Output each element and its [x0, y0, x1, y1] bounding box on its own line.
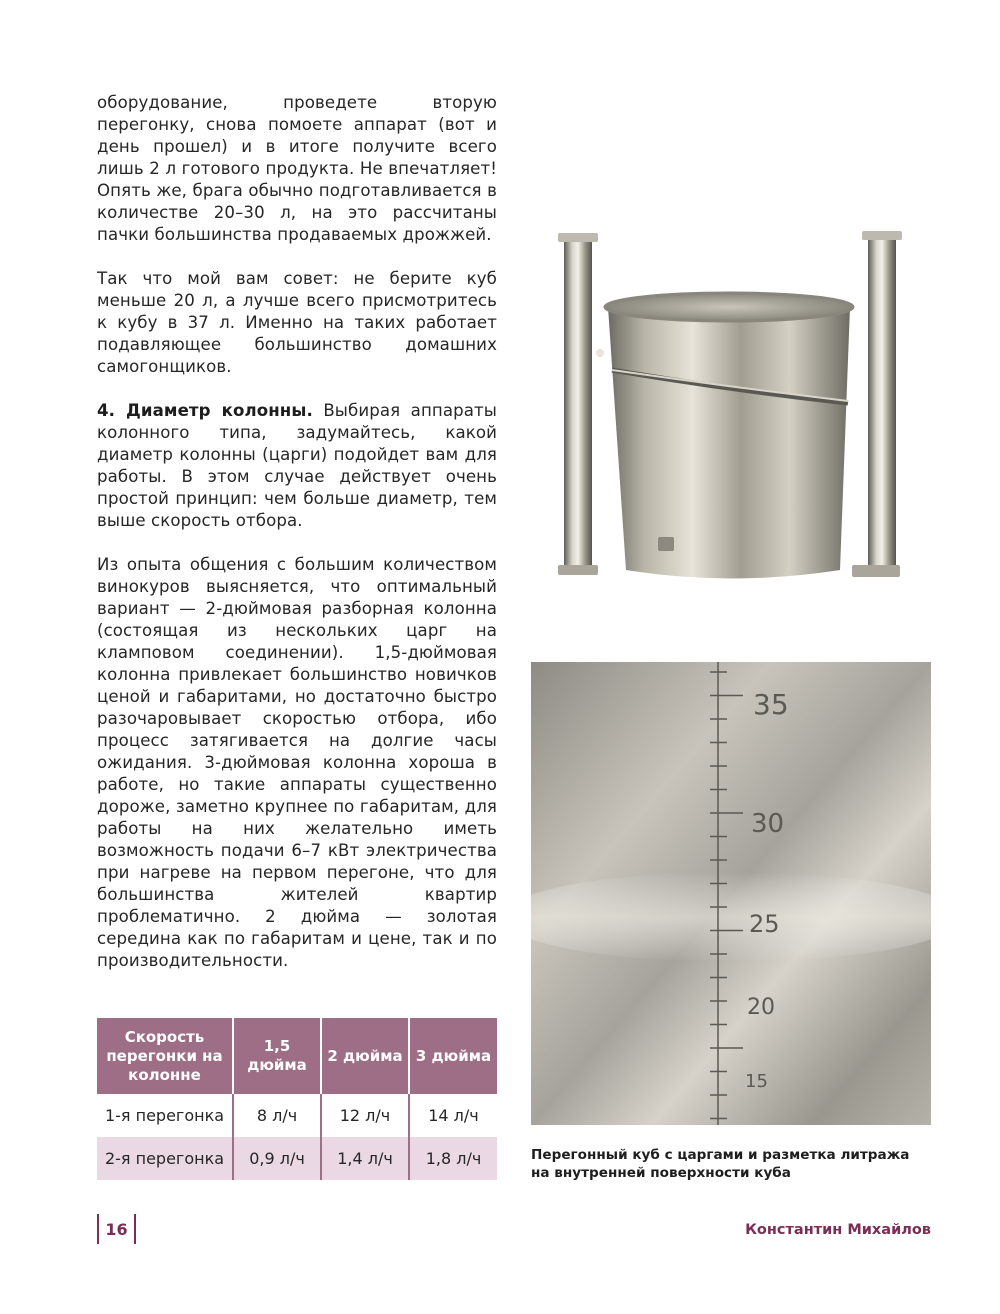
photo-caption: Перегонный куб с царгами и разметка литража на внутренней поверхности куба — [531, 1147, 910, 1181]
left-column-clamp-top — [558, 233, 598, 242]
scale-label-25: 25 — [749, 910, 780, 938]
table-cell: 1,8 л/ч — [409, 1137, 497, 1180]
table-cell: 1-я перегонка — [97, 1094, 233, 1137]
right-column-pipe — [868, 235, 896, 572]
scale-label-35: 35 — [753, 688, 789, 721]
page-number-text: 16 — [105, 1219, 128, 1239]
pot-rim — [605, 293, 853, 321]
scale-marking-photo — [531, 662, 931, 1125]
table-cell: 1,4 л/ч — [321, 1137, 409, 1180]
table-row — [97, 1137, 497, 1180]
surface-reflection — [531, 872, 931, 962]
table-header-cell: 1,5 дюйма — [233, 1018, 321, 1094]
table-header-cell: 2 дюйма — [321, 1018, 409, 1094]
table-cell: 14 л/ч — [428, 1106, 479, 1125]
right-column-clamp-top — [862, 231, 902, 240]
author-name: Константин Михайлов — [745, 1222, 931, 1238]
pot-fitting — [596, 349, 604, 357]
paragraph-equipment: оборудование, проведете вторую перегонку, снова помоете аппарат (вот и день прошел) и в итоге получите всего лишь 2 л готового продукта. Не впечатляет! Опять же, брага обычно подготавливается в количестве 20–30 л, на это рассчитаны пачки большинства продаваемых дрожжей. — [97, 93, 497, 244]
table-row — [97, 1094, 497, 1137]
scale-label-30: 30 — [751, 809, 785, 839]
paragraph-experience: Из опыта общения с большим количеством винокуров выясняется, что оптимальный вариант — 2-дюймовая разборная колонна (состоящая из нескольких царг на кламповом соединении). 1,5-дюймовая колонна привлекает большинство новичков ценой и габаритами, но достаточно быстро разочаровывает скоростью отбора, ибо процесс затягивается на долгие часы ожидания. 3-дюймовая колонна хороша в работе, но такие аппараты существенно дороже, заметно крупнее по габаритам, для работы на них желательно иметь возможность подачи 6–7 кВт электричества при нагреве на первом перегоне, что для большинства жителей квартир проблематично. 2 дюйма — золотая середина как по габаритам и цене, так и по производительности. — [97, 555, 497, 970]
table-header-cell: Скорость перегонки на колонне — [97, 1018, 233, 1094]
still-pot-illustration — [550, 225, 910, 585]
table-header-row — [97, 1018, 497, 1094]
section-text: Выбирая аппараты колонного типа, задумайтесь, какой диаметр колонны (царги) подойдет вам для работы. В этом случае действует очень простой принцип: чем больше диаметр, тем выше скорость отбора. — [97, 401, 497, 530]
still-pot-photo — [550, 225, 910, 585]
table-cell: 2-я перегонка — [97, 1137, 233, 1180]
distillation-speed-table — [97, 1018, 497, 1180]
right-column-clamp-bottom — [852, 565, 900, 577]
paragraph-column-diameter — [97, 400, 497, 532]
scale-marking-illustration — [531, 662, 931, 1125]
table-header-cell: 3 дюйма — [409, 1018, 497, 1094]
pot-body — [608, 307, 850, 579]
scale-label-20: 20 — [747, 995, 775, 1020]
paragraph-advice: Так что мой вам совет: не берите куб меньше 20 л, а лучше всего присмотритесь к кубу в 37 л. Именно на таких работает подавляющее большинство домашних самогонщиков. — [97, 269, 497, 376]
left-column-clamp-bottom — [558, 565, 598, 575]
pot-valve — [658, 537, 674, 551]
section-heading: 4. Диаметр колонны. — [97, 401, 313, 420]
table-cell: 12 л/ч — [321, 1094, 409, 1137]
table-cell: 8 л/ч — [233, 1094, 321, 1137]
page-number — [97, 1214, 136, 1244]
scale-label-15: 15 — [745, 1071, 768, 1092]
table-cell: 0,9 л/ч — [233, 1137, 321, 1180]
left-column-pipe — [564, 237, 592, 572]
main-text-column — [97, 92, 497, 994]
